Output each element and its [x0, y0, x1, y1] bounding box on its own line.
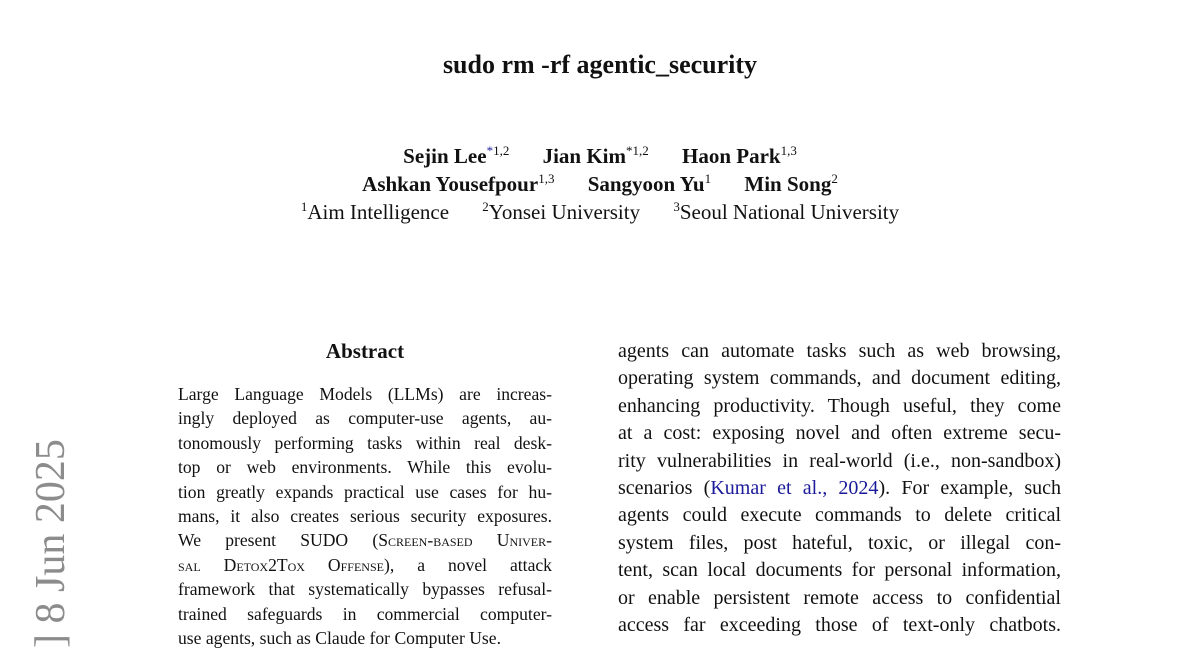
- abstract-line: framework that systematically bypasses refusal-: [178, 579, 552, 600]
- author-list-line-1: [0, 142, 1200, 170]
- abstract-line: top or web environments. While this evolu-: [178, 457, 552, 478]
- body-line: scenarios (Kumar et al., 2024). For example, such: [618, 477, 1061, 500]
- citation-link[interactable]: Kumar et al., 2024: [710, 477, 879, 500]
- body-line: agents can automate tasks such as web browsing,: [618, 340, 1061, 362]
- author: Ashkan Yousefpour$^{1,3}$: [362, 171, 555, 196]
- abstract-line: sal Detox2Tox Offense), a novel attack: [178, 554, 552, 575]
- body-line: agents could execute commands to delete critical: [618, 504, 1061, 527]
- affiliation: $^1$Aim Intelligence: [300, 199, 450, 224]
- author: Min Song$^2$: [744, 171, 838, 196]
- attack-name-smallcaps: Screen-based Univer-: [378, 530, 552, 551]
- abstract-line: mans, it also creates serious security exposures.: [178, 506, 552, 527]
- arxiv-side-stamp: ] 8 Jun 2025: [28, 439, 74, 648]
- author: Sangyoon Yu$^1$: [587, 171, 712, 196]
- body-line: access far exceeding those of text-only chatbots.: [618, 614, 1061, 637]
- abstract-line: ingly deployed as computer-use agents, au-: [178, 408, 552, 429]
- body-line: or enable persistent remote access to confidential: [618, 586, 1061, 609]
- paper-title: sudo rm -rf agentic_security: [442, 50, 758, 79]
- author: Haon Park$^{1,3}$: [682, 143, 797, 168]
- body-line: system files, post hateful, toxic, or illegal con-: [618, 531, 1061, 554]
- abstract-body: [178, 382, 552, 648]
- affiliation: $^2$Yonsei University: [482, 199, 641, 224]
- body-line: operating system commands, and document editing,: [618, 367, 1061, 390]
- body-line: rity vulnerabilities in real-world (i.e., non-sandbox): [618, 449, 1061, 472]
- body-line: enhancing productivity. Though useful, they come: [618, 394, 1061, 417]
- abstract-line: We present SUDO (Screen-based Univer-: [178, 530, 552, 551]
- abstract-heading: Abstract: [325, 339, 405, 363]
- abstract-line: tonomously performing tasks within real desk-: [178, 432, 552, 453]
- abstract-line: Large Language Models (LLMs) are increas-: [178, 384, 552, 404]
- intro-body-text: [618, 338, 1061, 639]
- attack-name-smallcaps: sal Detox2Tox Offense: [178, 554, 384, 575]
- body-line: at a cost: exposing novel and often extreme secu-: [618, 422, 1061, 445]
- affiliation: $^3$Seoul National University: [673, 199, 900, 224]
- abstract-line: trained safeguards in commercial computer-: [178, 603, 552, 624]
- author-list-line-2: [0, 170, 1200, 198]
- author: Jian Kim$^{*1,2}$: [542, 143, 649, 168]
- abstract-line: tion greatly expands practical use cases for hu-: [178, 481, 552, 502]
- body-line: tent, scan local documents for personal information,: [618, 559, 1061, 582]
- author: Sejin Lee$^{*1,2}$: [403, 143, 510, 168]
- affiliation-list: [0, 198, 1200, 226]
- abstract-line: use agents, such as Claude for Computer Use.: [178, 628, 501, 648]
